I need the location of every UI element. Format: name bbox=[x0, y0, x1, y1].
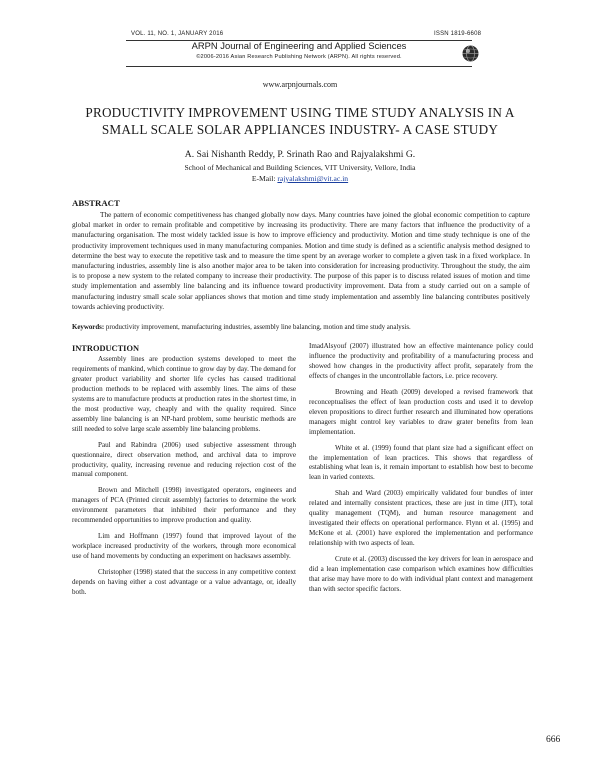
journal-copyright: ©2006-2016 Asian Research Publishing Network (ARPN). All rights reserved. bbox=[196, 54, 402, 60]
keywords-line bbox=[72, 323, 530, 332]
paragraph: ImadAlsyouf (2007) illustrated how an effective maintenance policy could influence the productivity and profitability of a manufacturing process and showed how changes in the productivity affect profit, separately from the effects of changes in the uncontrollable factors, i.e. price recovery. bbox=[309, 342, 533, 380]
paragraph: Lim and Hoffmann (1997) found that improved layout of the workplace increased productivity of the workers, through more economical use of hand movements by conducting an experiment on hacksaws assembly. bbox=[72, 532, 296, 561]
email-link[interactable]: rajyalakshmi@vit.ac.in bbox=[277, 174, 349, 183]
paper-title bbox=[70, 104, 530, 138]
header-divider-bottom bbox=[126, 66, 472, 67]
email-label: E-Mail: bbox=[251, 174, 278, 183]
paragraph: Shah and Ward (2003) empirically validated four bundles of inter related and internally consistent practices, these are just in time (JIT), total quality management (TQM), and human resource management and investigated their effects on operational performance. Flynn et al. (1995) and McKone et al. (2001) have explored the implementation and performance relationship with two aspects of lean. bbox=[309, 489, 533, 548]
paragraph: Paul and Rabindra (2006) used subjective assessment through questionnaire, direct observation method, and archival data to improve productivity, quality, increasing revenue and reducing rejection cost of the manual component. bbox=[72, 440, 296, 479]
paragraph: Christopher (1998) stated that the success in any competitive context depends on having either a cost advantage or a value advantage, or, ideally both. bbox=[72, 568, 296, 597]
paper-affiliation: School of Mechanical and Building Sciences, VIT University, Vellore, India bbox=[184, 163, 416, 172]
keywords-text: productivity improvement, manufacturing industries, assembly line balancing, motion and time study analysis. bbox=[104, 324, 411, 331]
paragraph: Brown and Mitchell (1998) investigated operators, engineers and managers of PCA (Printed circuit assembly) factories to determine the work environment parameters that inhibited their performance and they recommended opportunities to improve production and quality. bbox=[72, 486, 296, 525]
paragraph: Crute et al. (2003) discussed the key drivers for lean in aerospace and did a lean implementation case comparison which examines how difficulties that arise may have more to do with individual plant context and management than with sector specific factors. bbox=[309, 555, 533, 593]
journal-volume: VOL. 11, NO. 1, JANUARY 2016 bbox=[131, 31, 224, 37]
right-column bbox=[309, 342, 533, 601]
paragraph: White et al. (1999) found that plant size had a significant effect on the implementation of lean practices. This shows that regardless of establishing what lean is, it remain important to establish how best to become lean in varied contexts. bbox=[309, 443, 533, 482]
abstract-heading: ABSTRACT bbox=[72, 198, 120, 208]
introduction-heading: INTRODUCTION bbox=[72, 344, 140, 353]
journal-name: ARPN Journal of Engineering and Applied Sciences bbox=[191, 40, 407, 51]
paper-title-line-1: PRODUCTIVITY IMPROVEMENT USING TIME STUDY ANALYSIS IN A bbox=[85, 105, 515, 120]
paragraph: Assembly lines are production systems developed to meet the requirements of mankind, which continue to grow day by day. The demand for greater product variability and shorter life cycles has caused traditional production methods to be replaced with assembly lines. The aims of these systems are to manufacture products at production rates in the shortest time, in the most productive way, cheaply and with the quality required. Since assembly line balancing is an NP-hard problem, some heuristic methods are still needed to solve large scale assembly line balancing problems. bbox=[72, 355, 296, 433]
paragraph: Browning and Heath (2009) developed a revised framework that reconceptualises the effect of lean production costs and used it to develop eleven propositions to direct further research and illuminated how operations managers might control key variables to draw grater benefits from lean implementation. bbox=[309, 387, 533, 436]
journal-issn: ISSN 1819-6608 bbox=[434, 31, 482, 37]
paper-authors: A. Sai Nishanth Reddy, P. Srinath Rao and Rajyalakshmi G. bbox=[184, 149, 416, 160]
left-column bbox=[72, 355, 296, 604]
abstract-body: The pattern of economic competitiveness has changed globally now days. Many countries have joined the global economic competition to capture global market in order to remain profitable and competitive by increasing its productivity. There are many factors that influence the productivity of a manufacturing organisation. The most widely tackled issue is how to improve efficiency and productivity. Motion and time study technique is one of the productivity improvement techniques used in many manufacturing companies. Motion and time study is defined as a scientific analysis method designed to determine the best way to execute the repetitive task and to measure the time spent by an average worker to complete a given task in a fixed workplace. In manufacturing industries, assembly line is also another major area to be taken into consideration for increasing productivity. Throughout the study, the aim is to propose a new system to the related company to increase their productivity. The purpose of this paper is to discuss related issues of motion and time study implementation and assembly line balancing and its influence toward productivity improvement. Data from a study carried out on a sample of manufacturing industry small scale solar appliances shows that motion and time study implementation and assembly line balancing contributes positively towards achieving productivity. bbox=[72, 210, 530, 311]
paper-email-line bbox=[70, 174, 530, 183]
keywords-label: Keywords: bbox=[72, 324, 105, 331]
globe-logo-icon bbox=[462, 45, 479, 62]
journal-url[interactable]: www.arpnjournals.com bbox=[262, 80, 338, 89]
paper-title-line-2: SMALL SCALE SOLAR APPLIANCES INDUSTRY- A CASE STUDY bbox=[101, 122, 499, 137]
page-number: 666 bbox=[546, 735, 561, 745]
